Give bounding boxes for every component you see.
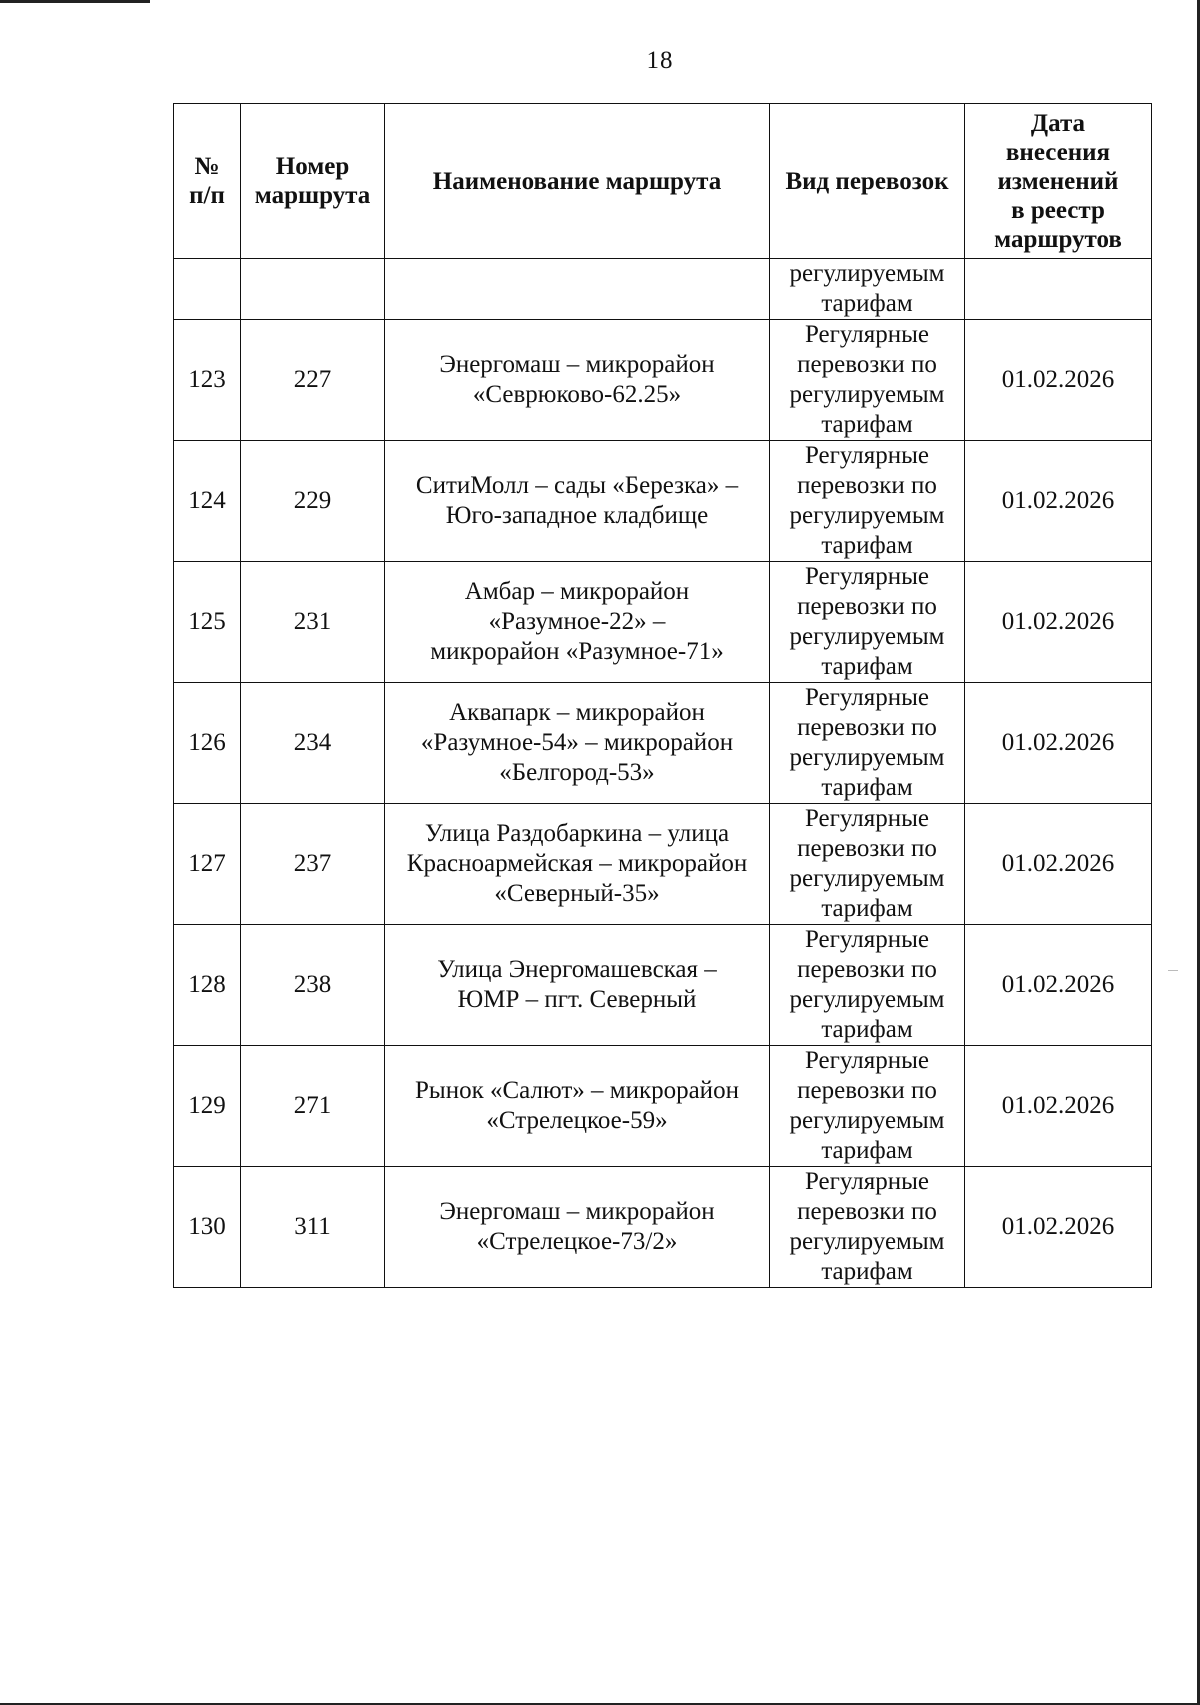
cell-route-number: 227: [241, 320, 385, 441]
cell-date: 01.02.2026: [965, 925, 1152, 1046]
header-route-number-line: маршрута: [254, 182, 371, 209]
header-num-line: п/п: [189, 182, 225, 209]
cell-date: 01.02.2026: [965, 441, 1152, 562]
cell-transport-type: [770, 804, 965, 925]
transport-type-line: Регулярные: [804, 442, 930, 469]
header-date-line: внесения: [1005, 138, 1111, 166]
transport-type-line: регулируемым: [789, 865, 945, 892]
table-body: [174, 259, 1152, 1288]
cell-date: 01.02.2026: [965, 562, 1152, 683]
route-name-line: Красноармейская – микрорайон: [406, 850, 748, 877]
transport-type-line: тарифам: [821, 1137, 913, 1164]
transport-type-line: регулируемым: [789, 1228, 945, 1255]
cell-transport-type: [770, 259, 965, 320]
transport-type-line: перевозки по: [797, 472, 937, 499]
transport-type-line: перевозки по: [797, 351, 937, 378]
cell-num: [174, 259, 241, 320]
route-name-line: СитиМолл – сады «Березка» –: [415, 472, 739, 499]
route-name-line: «Севрюково-62.25»: [472, 381, 682, 408]
cell-num: 129: [174, 1046, 241, 1167]
cell-num: 125: [174, 562, 241, 683]
cell-date: 01.02.2026: [965, 804, 1152, 925]
transport-type-line: перевозки по: [797, 956, 937, 983]
table-row: [174, 320, 1152, 441]
transport-type-line: перевозки по: [797, 593, 937, 620]
cell-num: 130: [174, 1167, 241, 1288]
header-route-name-line: Наименование маршрута: [432, 167, 722, 195]
cell-num: 124: [174, 441, 241, 562]
route-name-line: «Стрелецкое-73/2»: [476, 1228, 678, 1255]
cell-route-name: [385, 259, 770, 320]
page-number: 18: [646, 47, 674, 74]
scan-artifact: [1168, 970, 1178, 971]
cell-num: 127: [174, 804, 241, 925]
transport-type-line: тарифам: [821, 774, 913, 801]
route-name-line: Рынок «Салют» – микрорайон: [415, 1077, 739, 1104]
route-name-line: Аквапарк – микрорайон: [449, 699, 705, 726]
cell-num: 128: [174, 925, 241, 1046]
header-route-number-line: Номер: [275, 153, 350, 180]
cell-date: [965, 259, 1152, 320]
route-name-line: «Северный-35»: [494, 880, 660, 907]
header-date-line: маршрутов: [994, 225, 1122, 253]
cell-route-name: [385, 1167, 770, 1288]
transport-type-line: регулируемым: [789, 744, 945, 771]
cell-route-number: 238: [241, 925, 385, 1046]
transport-type-line: регулируемым: [789, 260, 945, 287]
transport-type-line: тарифам: [821, 1016, 913, 1043]
cell-transport-type: [770, 925, 965, 1046]
route-name-line: «Белгород-53»: [499, 759, 655, 786]
route-name-line: Улица Раздобаркина – улица: [424, 820, 730, 847]
route-name-line: «Разумное-54» – микрорайон: [420, 729, 734, 756]
cell-route-name: [385, 320, 770, 441]
table-row: [174, 1046, 1152, 1167]
transport-type-line: Регулярные: [804, 1047, 930, 1074]
route-name-line: Амбар – микрорайон: [464, 578, 690, 605]
cell-transport-type: [770, 1167, 965, 1288]
route-name-line: Энергомаш – микрорайон: [439, 351, 715, 378]
transport-type-line: регулируемым: [789, 502, 945, 529]
cell-route-name: [385, 562, 770, 683]
cell-date: 01.02.2026: [965, 1046, 1152, 1167]
transport-type-line: тарифам: [821, 411, 913, 438]
transport-type-line: регулируемым: [789, 381, 945, 408]
transport-type-line: перевозки по: [797, 1077, 937, 1104]
transport-type-line: тарифам: [821, 290, 913, 317]
table-row: [174, 441, 1152, 562]
route-registry-table: [173, 103, 1152, 1288]
header-date-line: Дата: [1030, 109, 1086, 137]
transport-type-line: регулируемым: [789, 986, 945, 1013]
cell-transport-type: [770, 1046, 965, 1167]
cell-transport-type: [770, 683, 965, 804]
transport-type-line: регулируемым: [789, 1107, 945, 1134]
cell-route-name: [385, 925, 770, 1046]
header-num-line: №: [194, 153, 220, 180]
cell-transport-type: [770, 562, 965, 683]
transport-type-line: Регулярные: [804, 805, 930, 832]
cell-route-name: [385, 1046, 770, 1167]
table-row: [174, 1167, 1152, 1288]
transport-type-line: перевозки по: [797, 714, 937, 741]
table-row: [174, 804, 1152, 925]
route-name-line: Улица Энергомашевская –: [437, 956, 717, 983]
header-transport-type: [770, 104, 965, 259]
cell-route-number: 229: [241, 441, 385, 562]
cell-num: 126: [174, 683, 241, 804]
cell-date: 01.02.2026: [965, 320, 1152, 441]
header-date-line: изменений: [997, 167, 1119, 195]
transport-type-line: перевозки по: [797, 835, 937, 862]
header-route-number: [241, 104, 385, 259]
transport-type-line: регулируемым: [789, 623, 945, 650]
route-name-line: «Стрелецкое-59»: [486, 1107, 668, 1134]
transport-type-line: Регулярные: [804, 1168, 930, 1195]
cell-route-number: 237: [241, 804, 385, 925]
route-name-line: Юго-западное кладбище: [445, 502, 709, 529]
table-row-continuation: [174, 259, 1152, 320]
table-row: [174, 683, 1152, 804]
cell-route-name: [385, 441, 770, 562]
table-header-row: [174, 104, 1152, 259]
cell-route-name: [385, 804, 770, 925]
cell-date: 01.02.2026: [965, 683, 1152, 804]
table-row: [174, 562, 1152, 683]
cell-route-number: [241, 259, 385, 320]
cell-route-number: 234: [241, 683, 385, 804]
route-name-line: «Разумное-22» –: [488, 608, 666, 635]
transport-type-line: тарифам: [821, 653, 913, 680]
transport-type-line: тарифам: [821, 532, 913, 559]
cell-route-number: 231: [241, 562, 385, 683]
cell-transport-type: [770, 320, 965, 441]
transport-type-line: тарифам: [821, 895, 913, 922]
table-row: [174, 925, 1152, 1046]
cell-num: 123: [174, 320, 241, 441]
transport-type-line: перевозки по: [797, 1198, 937, 1225]
cell-date: 01.02.2026: [965, 1167, 1152, 1288]
header-date-line: в реестр: [1011, 196, 1105, 224]
route-name-line: микрорайон «Разумное-71»: [430, 638, 724, 665]
transport-type-line: тарифам: [821, 1258, 913, 1285]
route-name-line: ЮМР – пгт. Северный: [457, 986, 697, 1013]
transport-type-line: Регулярные: [804, 926, 930, 953]
cell-transport-type: [770, 441, 965, 562]
scan-border-top: [0, 0, 150, 3]
transport-type-line: Регулярные: [804, 684, 930, 711]
header-transport-type-line: Вид перевозок: [785, 167, 949, 195]
header-num: [174, 104, 241, 259]
cell-route-number: 311: [241, 1167, 385, 1288]
transport-type-line: Регулярные: [804, 563, 930, 590]
route-name-line: Энергомаш – микрорайон: [439, 1198, 715, 1225]
header-route-name: [385, 104, 770, 259]
cell-route-name: [385, 683, 770, 804]
header-date: [965, 104, 1152, 259]
cell-route-number: 271: [241, 1046, 385, 1167]
transport-type-line: Регулярные: [804, 321, 930, 348]
